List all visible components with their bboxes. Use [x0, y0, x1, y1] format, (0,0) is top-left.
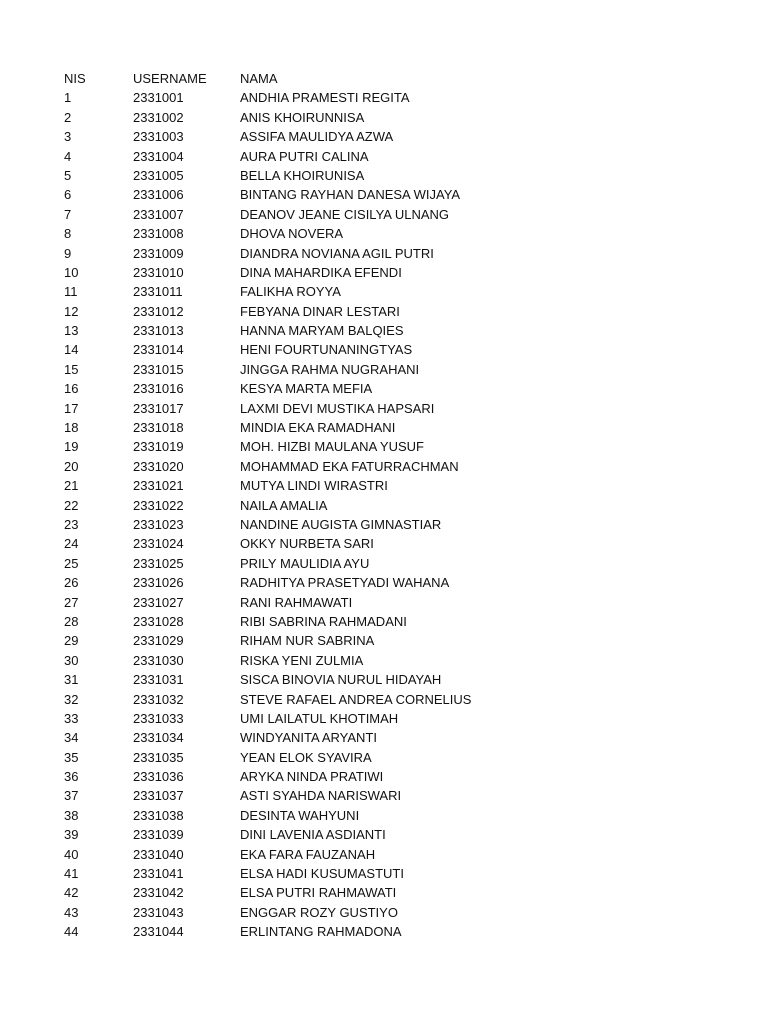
cell-nis: 25: [64, 555, 79, 571]
cell-nis: 4: [64, 148, 72, 164]
cell-username: 2331001: [133, 90, 184, 106]
cell-nama: UMI LAILATUL KHOTIMAH: [240, 710, 399, 726]
table-row: [64, 573, 744, 592]
cell-username: 2331025: [133, 555, 184, 571]
cell-username: 2331012: [133, 303, 184, 319]
table-row: [64, 806, 744, 825]
cell-nama: DINA MAHARDIKA EFENDI: [240, 264, 402, 280]
cell-nis: 8: [64, 226, 72, 242]
cell-nis: 26: [64, 575, 79, 591]
cell-nis: 1: [64, 90, 72, 106]
table-row: [64, 127, 744, 146]
cell-nama: MOH. HIZBI MAULANA YUSUF: [240, 439, 424, 455]
table-row: [64, 728, 744, 747]
cell-nis: 6: [64, 187, 72, 203]
cell-nama: ANIS KHOIRUNNISA: [240, 109, 365, 125]
cell-username: 2331042: [133, 885, 184, 901]
cell-username: 2331031: [133, 672, 184, 688]
cell-nama: JINGGA RAHMA NUGRAHANI: [240, 361, 420, 377]
cell-nama: KESYA MARTA MEFIA: [240, 381, 373, 397]
cell-username: 2331027: [133, 594, 184, 610]
table-header: [64, 69, 744, 88]
cell-username: 2331006: [133, 187, 184, 203]
cell-username: 2331044: [133, 924, 184, 940]
header-nama: NAMA: [240, 71, 278, 86]
table-row: [64, 282, 744, 301]
header-username: USERNAME: [133, 71, 207, 86]
cell-nis: 11: [64, 284, 78, 300]
cell-nama: HANNA MARYAM BALQIES: [240, 323, 404, 339]
cell-username: 2331011: [133, 284, 183, 300]
cell-nama: RADHITYA PRASETYADI WAHANA: [240, 575, 450, 591]
table-row: [64, 496, 744, 515]
table-row: [64, 321, 744, 340]
cell-nama: EKA FARA FAUZANAH: [240, 846, 376, 862]
table-body: [64, 88, 744, 941]
cell-nis: 13: [64, 323, 79, 339]
cell-username: 2331029: [133, 633, 184, 649]
cell-username: 2331034: [133, 730, 184, 746]
table-row: [64, 418, 744, 437]
table-row: [64, 883, 744, 902]
cell-nama: RIHAM NUR SABRINA: [240, 633, 375, 649]
cell-username: 2331036: [133, 769, 184, 785]
cell-nama: HENI FOURTUNANINGTYAS: [240, 342, 413, 358]
table-row: [64, 399, 744, 418]
cell-nis: 43: [64, 904, 79, 920]
cell-nama: STEVE RAFAEL ANDREA CORNELIUS: [240, 691, 472, 707]
cell-username: 2331020: [133, 458, 184, 474]
cell-nama: BINTANG RAYHAN DANESA WIJAYA: [240, 187, 461, 203]
cell-nis: 16: [64, 381, 79, 397]
cell-nis: 40: [64, 846, 79, 862]
cell-nama: MOHAMMAD EKA FATURRACHMAN: [240, 458, 459, 474]
table-row: [64, 263, 744, 282]
cell-username: 2331015: [133, 361, 184, 377]
table-row: [64, 554, 744, 573]
table-row: [64, 651, 744, 670]
cell-nis: 10: [64, 264, 79, 280]
cell-nama: NANDINE AUGISTA GIMNASTIAR: [240, 516, 442, 532]
cell-username: 2331008: [133, 226, 184, 242]
cell-username: 2331004: [133, 148, 184, 164]
table-row: [64, 108, 744, 127]
table-row: [64, 612, 744, 631]
cell-nis: 33: [64, 710, 79, 726]
cell-nis: 37: [64, 788, 79, 804]
cell-username: 2331003: [133, 129, 184, 145]
cell-nis: 7: [64, 206, 72, 222]
cell-nis: 44: [64, 924, 79, 940]
table-row: [64, 185, 744, 204]
cell-nis: 21: [64, 478, 79, 494]
table-row: [64, 340, 744, 359]
table-row: [64, 244, 744, 263]
cell-nama: MINDIA EKA RAMADHANI: [240, 420, 396, 436]
table-row: [64, 922, 744, 941]
table-row: [64, 670, 744, 689]
cell-nama: PRILY MAULIDIA AYU: [240, 555, 370, 571]
cell-username: 2331028: [133, 613, 184, 629]
cell-username: 2331039: [133, 827, 184, 843]
cell-nis: 9: [64, 245, 72, 261]
cell-username: 2331040: [133, 846, 184, 862]
cell-nis: 2: [64, 109, 72, 125]
cell-nis: 22: [64, 497, 79, 513]
table-row: [64, 748, 744, 767]
cell-nis: 17: [64, 400, 79, 416]
cell-nis: 34: [64, 730, 79, 746]
table-row: [64, 457, 744, 476]
cell-nama: LAXMI DEVI MUSTIKA HAPSARI: [240, 400, 435, 416]
table-row: [64, 360, 744, 379]
cell-username: 2331013: [133, 323, 184, 339]
cell-nis: 12: [64, 303, 79, 319]
cell-username: 2331014: [133, 342, 184, 358]
cell-username: 2331018: [133, 420, 184, 436]
cell-nama: ENGGAR ROZY GUSTIYO: [240, 904, 398, 920]
cell-nis: 3: [64, 129, 72, 145]
table-row: [64, 166, 744, 185]
cell-username: 2331043: [133, 904, 184, 920]
cell-nama: WINDYANITA ARYANTI: [240, 730, 378, 746]
table-row: [64, 534, 744, 553]
table-row: [64, 224, 744, 243]
cell-nama: RIBI SABRINA RAHMADANI: [240, 613, 407, 629]
student-table: [64, 69, 744, 942]
cell-username: 2331021: [133, 478, 184, 494]
cell-username: 2331026: [133, 575, 184, 591]
table-row: [64, 825, 744, 844]
cell-nis: 41: [64, 866, 79, 882]
cell-username: 2331009: [133, 245, 184, 261]
cell-nama: BELLA KHOIRUNISA: [240, 167, 365, 183]
cell-nis: 23: [64, 516, 79, 532]
cell-username: 2331033: [133, 710, 184, 726]
table-row: [64, 379, 744, 398]
cell-nis: 18: [64, 420, 79, 436]
table-row: [64, 147, 744, 166]
cell-nama: YEAN ELOK SYAVIRA: [240, 749, 372, 765]
cell-username: 2331010: [133, 264, 184, 280]
cell-nis: 29: [64, 633, 79, 649]
table-row: [64, 88, 744, 107]
cell-nis: 19: [64, 439, 79, 455]
cell-nis: 39: [64, 827, 79, 843]
cell-nama: OKKY NURBETA SARI: [240, 536, 374, 552]
cell-username: 2331037: [133, 788, 184, 804]
cell-nis: 20: [64, 458, 79, 474]
cell-nama: MUTYA LINDI WIRASTRI: [240, 478, 388, 494]
header-nis: NIS: [64, 71, 86, 86]
table-row: [64, 515, 744, 534]
cell-nis: 27: [64, 594, 79, 610]
table-row: [64, 864, 744, 883]
table-row: [64, 845, 744, 864]
cell-nis: 30: [64, 652, 79, 668]
table-row: [64, 767, 744, 786]
cell-nama: ASSIFA MAULIDYA AZWA: [240, 129, 394, 145]
cell-nama: RISKA YENI ZULMIA: [240, 652, 364, 668]
cell-username: 2331017: [133, 400, 184, 416]
table-row: [64, 786, 744, 805]
cell-nis: 35: [64, 749, 79, 765]
cell-nis: 14: [64, 342, 79, 358]
cell-nama: ARYKA NINDA PRATIWI: [240, 769, 384, 785]
cell-username: 2331041: [133, 866, 184, 882]
cell-nama: ELSA HADI KUSUMASTUTI: [240, 866, 404, 882]
cell-nama: DIANDRA NOVIANA AGIL PUTRI: [240, 245, 434, 261]
cell-nama: DINI LAVENIA ASDIANTI: [240, 827, 386, 843]
table-row: [64, 903, 744, 922]
table-row: [64, 631, 744, 650]
cell-nama: ASTI SYAHDA NARISWARI: [240, 788, 402, 804]
cell-username: 2331019: [133, 439, 184, 455]
table-row: [64, 302, 744, 321]
cell-username: 2331023: [133, 516, 184, 532]
cell-nama: FALIKHA ROYYA: [240, 284, 341, 300]
table-row: [64, 205, 744, 224]
cell-username: 2331024: [133, 536, 184, 552]
cell-username: 2331032: [133, 691, 184, 707]
cell-nama: ANDHIA PRAMESTI REGITA: [240, 90, 410, 106]
cell-nis: 15: [64, 361, 79, 377]
cell-username: 2331030: [133, 652, 184, 668]
cell-username: 2331035: [133, 749, 184, 765]
cell-username: 2331005: [133, 167, 184, 183]
cell-nis: 32: [64, 691, 79, 707]
cell-nis: 5: [64, 167, 72, 183]
cell-username: 2331007: [133, 206, 184, 222]
cell-nama: DESINTA WAHYUNI: [240, 807, 360, 823]
table-row: [64, 690, 744, 709]
table-row: [64, 709, 744, 728]
cell-nama: DEANOV JEANE CISILYA ULNANG: [240, 206, 450, 222]
cell-nis: 42: [64, 885, 79, 901]
cell-nis: 28: [64, 613, 79, 629]
cell-nis: 24: [64, 536, 79, 552]
cell-nama: SISCA BINOVIA NURUL HIDAYAH: [240, 672, 442, 688]
cell-nis: 36: [64, 769, 79, 785]
cell-username: 2331016: [133, 381, 184, 397]
cell-nama: RANI RAHMAWATI: [240, 594, 353, 610]
cell-nama: FEBYANA DINAR LESTARI: [240, 303, 400, 319]
cell-nama: ERLINTANG RAHMADONA: [240, 924, 402, 940]
cell-nama: DHOVA NOVERA: [240, 226, 344, 242]
table-row: [64, 476, 744, 495]
cell-nama: ELSA PUTRI RAHMAWATI: [240, 885, 397, 901]
cell-nis: 31: [64, 672, 79, 688]
cell-nis: 38: [64, 807, 79, 823]
cell-username: 2331038: [133, 807, 184, 823]
table-row: [64, 437, 744, 456]
cell-nama: NAILA AMALIA: [240, 497, 328, 513]
cell-nama: AURA PUTRI CALINA: [240, 148, 369, 164]
table-row: [64, 593, 744, 612]
cell-username: 2331002: [133, 109, 184, 125]
cell-username: 2331022: [133, 497, 184, 513]
